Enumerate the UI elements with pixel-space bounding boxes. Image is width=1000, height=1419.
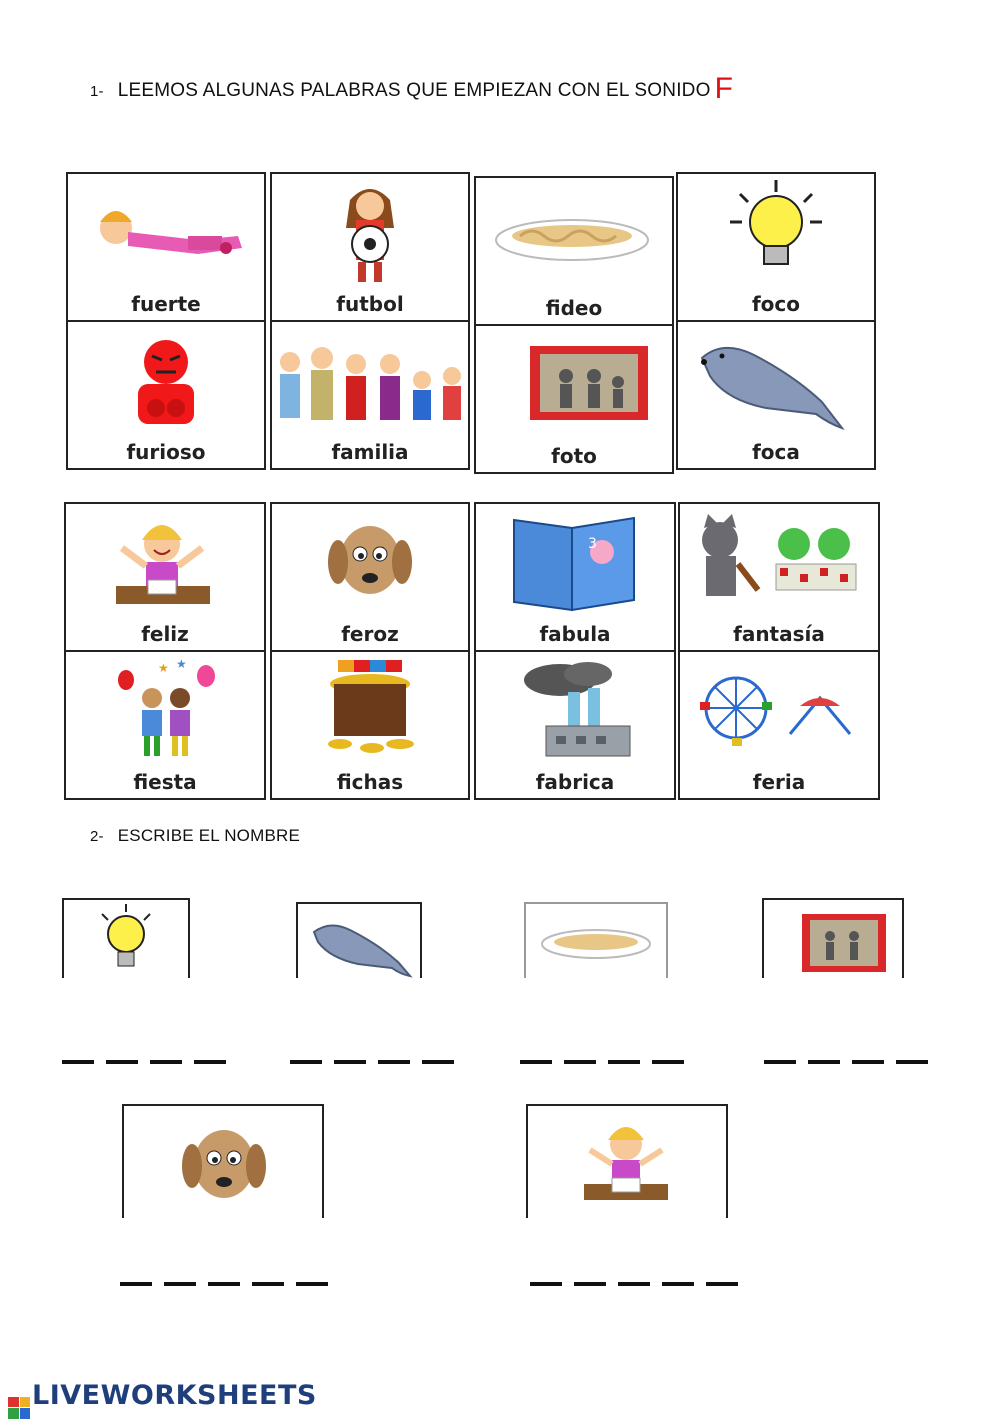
cat-violin-frogs-icon: [680, 504, 876, 624]
card-feroz: [270, 502, 470, 652]
answer-blanks-foco[interactable]: [62, 1060, 238, 1064]
angry-red-person-icon: [68, 322, 264, 442]
answer-blanks-fideo[interactable]: [520, 1060, 696, 1064]
card-label: fideo: [545, 296, 603, 320]
svg-text:★: ★: [176, 657, 187, 671]
card-fiesta: [64, 650, 266, 800]
answer-blanks-foca[interactable]: [290, 1060, 466, 1064]
svg-text:3: 3: [588, 536, 597, 552]
card-label: futbol: [336, 292, 404, 316]
section-1-heading: [90, 70, 733, 104]
happy-girl-icon: [66, 504, 262, 624]
logo-text: LIVEWORKSHEETS: [32, 1380, 317, 1411]
section-2-text: ESCRIBE EL NOMBRE: [117, 826, 301, 845]
card-label: foto: [551, 444, 597, 468]
exercise-image-foco: [62, 898, 190, 978]
card-foco: [676, 172, 876, 322]
card-label: feliz: [141, 622, 189, 646]
kids-balloons-icon: [66, 652, 262, 772]
target-letter: F: [714, 72, 734, 105]
svg-text:★: ★: [158, 661, 169, 675]
answer-blanks-foto[interactable]: [764, 1060, 940, 1064]
card-familia: [270, 320, 470, 470]
exercise-image-foto: [762, 898, 904, 978]
card-feliz: [64, 502, 266, 652]
card-label: fiesta: [133, 770, 197, 794]
storybook-icon: [476, 504, 672, 624]
girl-soccer-ball-icon: [272, 174, 468, 294]
card-foca: [676, 320, 876, 470]
card-label: fantasía: [733, 622, 825, 646]
answer-blanks-feliz[interactable]: [530, 1282, 750, 1286]
card-label: familia: [331, 440, 409, 464]
card-fabula: [474, 502, 676, 652]
card-label: feria: [752, 770, 806, 794]
card-label: fuerte: [131, 292, 201, 316]
framed-photo-icon: [764, 900, 902, 978]
happy-girl-icon: [528, 1106, 726, 1218]
card-label: furioso: [126, 440, 206, 464]
exercise-image-foca: [296, 902, 422, 978]
section-2-heading: [90, 826, 300, 846]
card-fuerte: [66, 172, 266, 322]
exercise-image-feroz: [122, 1104, 324, 1218]
card-foto: [474, 324, 674, 474]
answer-blanks-feroz[interactable]: [120, 1282, 340, 1286]
card-feria: [678, 650, 880, 800]
framed-photo-icon: [476, 326, 672, 446]
fierce-dog-icon: [124, 1106, 322, 1218]
seal-icon: [298, 904, 420, 978]
exercise-image-feliz: [526, 1104, 728, 1218]
section-1-number: 1-: [90, 83, 104, 100]
card-label: foca: [752, 440, 800, 464]
light-bulb-icon: [678, 174, 874, 294]
pot-of-coins-icon: [272, 652, 468, 772]
card-label: fichas: [336, 770, 404, 794]
card-label: feroz: [341, 622, 399, 646]
factory-icon: [476, 652, 672, 772]
card-fantasia: [678, 502, 880, 652]
noodles-plate-icon: [476, 178, 672, 298]
card-label: foco: [751, 292, 801, 316]
card-fichas: [270, 650, 470, 800]
card-label: fabrica: [535, 770, 615, 794]
girl-planking-icon: [68, 174, 264, 294]
card-fabrica: [474, 650, 676, 800]
noodles-plate-icon: [526, 904, 666, 978]
card-fideo: [474, 176, 674, 326]
fierce-dog-icon: [272, 504, 468, 624]
card-label: fabula: [539, 622, 611, 646]
family-icon: [272, 322, 468, 442]
card-futbol: [270, 172, 470, 322]
logo-blocks-icon: [8, 1397, 30, 1419]
fair-rides-icon: [680, 652, 876, 772]
exercise-image-fideo: [524, 902, 668, 978]
section-1-text: LEEMOS ALGUNAS PALABRAS QUE EMPIEZAN CON EL SONIDO: [117, 80, 711, 101]
light-bulb-icon: [64, 900, 188, 978]
section-2-number: 2-: [90, 828, 104, 845]
seal-icon: [678, 322, 874, 442]
card-furioso: [66, 320, 266, 470]
